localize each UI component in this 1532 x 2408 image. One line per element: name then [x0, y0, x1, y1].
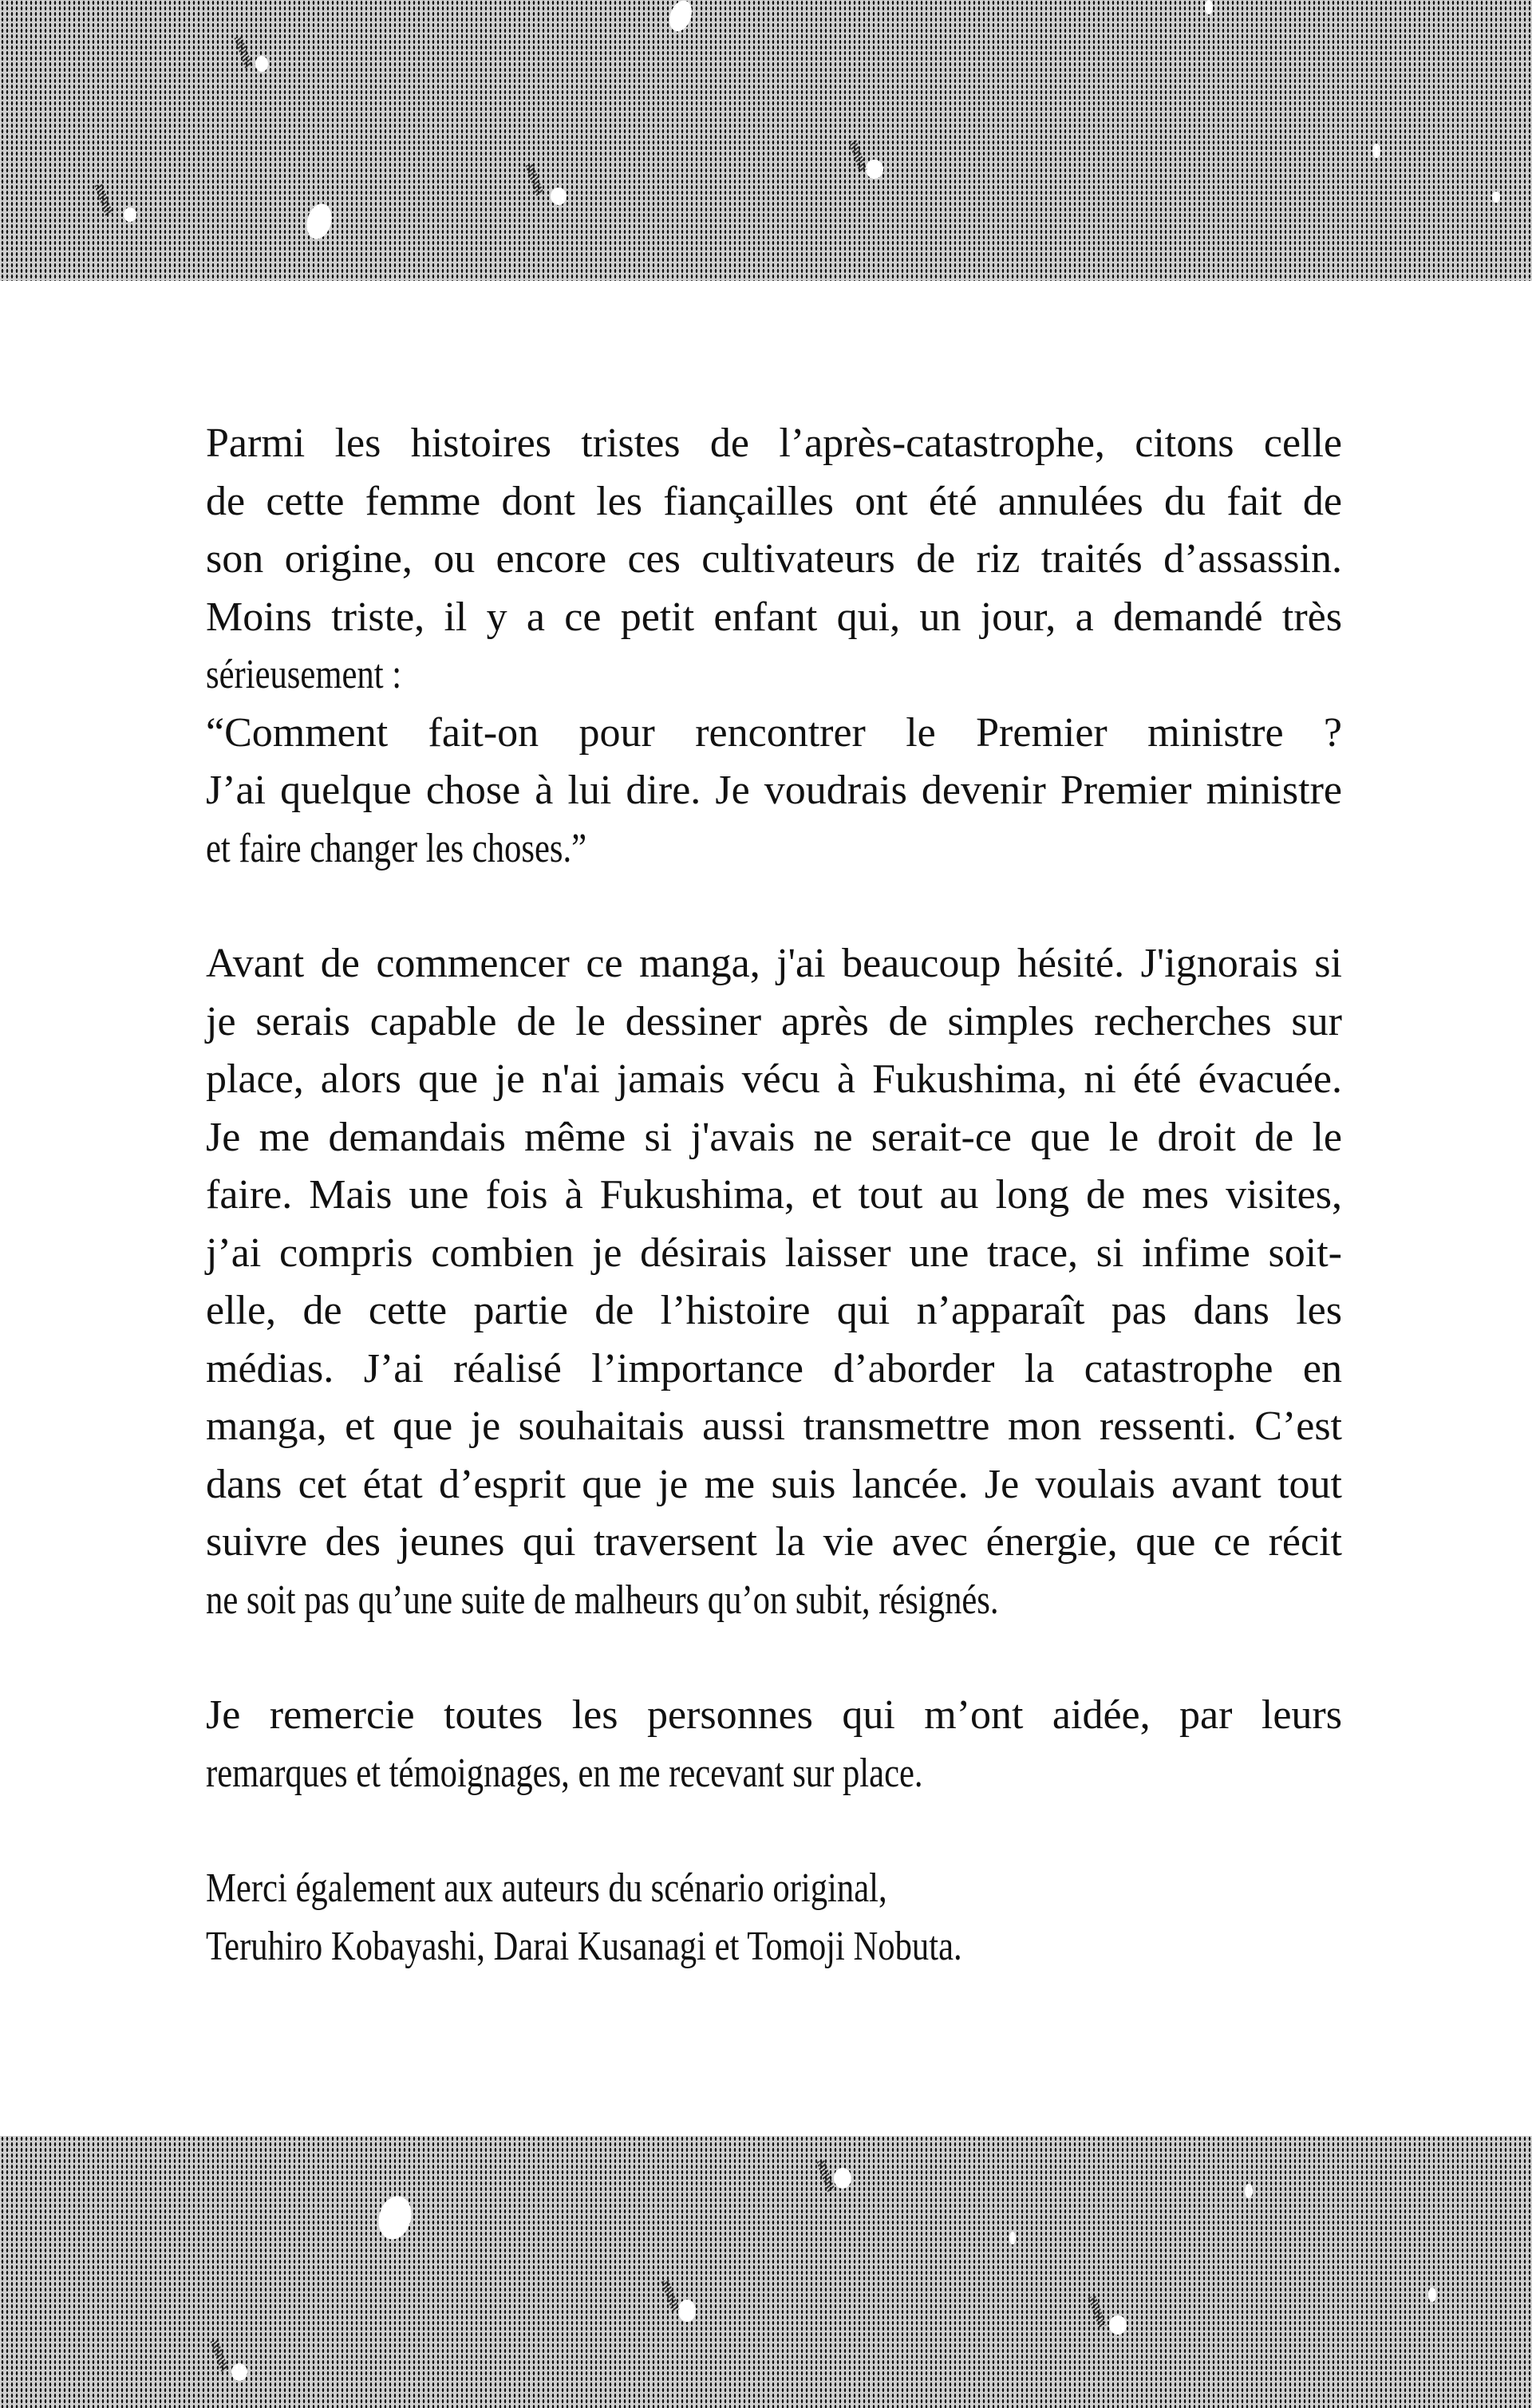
decorative-speck	[834, 2168, 851, 2189]
decorative-streak	[94, 183, 113, 215]
text-line: remarques et témoignages, en me recevant sur place.	[206, 1750, 923, 1796]
decorative-streak	[661, 2279, 679, 2311]
decorative-speck	[551, 188, 567, 205]
paragraph-3	[206, 1687, 1342, 1802]
top-screentone-band	[0, 0, 1532, 281]
text-line: faire. Mais une fois à Fukushima, et tout au long de mes visites,	[206, 1172, 1342, 1218]
decorative-streak	[210, 2339, 228, 2371]
text-line: Avant de commencer ce manga, j'ai beaucoup hésité. J'ignorais si	[206, 941, 1342, 986]
decorative-speck	[1109, 2315, 1127, 2335]
text-line: Moins triste, il y a ce petit enfant qui, un jour, a demandé très	[206, 594, 1342, 640]
decorative-speck	[1009, 2232, 1016, 2244]
text-line: Parmi les histoires tristes de l’après-catastrophe, citons celle	[206, 420, 1342, 466]
decorative-speck	[1245, 2184, 1253, 2198]
decorative-streak	[525, 163, 543, 195]
text-line: je serais capable de le dessiner après de simples recherches sur	[206, 998, 1342, 1044]
text-line: j’ai compris combien je désirais laisser une trace, si infime soit-	[206, 1230, 1342, 1276]
decorative-speck	[303, 201, 336, 242]
decorative-speck	[1492, 191, 1500, 203]
text-line: de cette femme dont les fiançailles ont été annulées du fait de	[206, 478, 1342, 524]
text-line: médias. J’ai réalisé l’importance d’aborder la catastrophe en	[206, 1345, 1342, 1392]
decorative-streak	[816, 2159, 835, 2192]
bottom-screentone-band	[0, 2136, 1532, 2408]
text-line: “Comment fait-on pour rencontrer le Premier ministre ?	[206, 709, 1342, 756]
decorative-speck	[374, 2193, 417, 2243]
paragraph-4	[206, 1860, 1342, 1976]
decorative-speck	[124, 207, 136, 222]
decorative-speck	[1428, 2288, 1436, 2302]
text-line: manga, et que je souhaitais aussi transmettre mon ressenti. C’est	[206, 1403, 1342, 1449]
text-line: et faire changer les choses.”	[206, 825, 587, 871]
decorative-streak	[1088, 2295, 1106, 2327]
paragraph-2	[206, 935, 1342, 1629]
text-line: sérieusement :	[206, 652, 402, 697]
decorative-streak	[234, 35, 252, 68]
text-line: Je me demandais même si j'avais ne serait-ce que le droit de le	[206, 1114, 1342, 1160]
decorative-speck	[231, 2363, 247, 2381]
decorative-streak	[848, 139, 867, 172]
decorative-speck	[866, 160, 883, 179]
afterword-text	[206, 415, 1342, 1976]
text-line: dans cet état d’esprit que je me suis lancée. Je voulais avant tout	[206, 1461, 1342, 1507]
text-line: elle, de cette partie de l’histoire qui n’apparaît pas dans les	[206, 1288, 1342, 1333]
paragraph-1	[206, 415, 1342, 878]
decorative-speck	[665, 0, 696, 34]
text-line: Teruhiro Kobayashi, Darai Kusanagi et Tomoji Nobuta.	[206, 1923, 962, 1969]
text-line: J’ai quelque chose à lui dire. Je voudrais devenir Premier ministre	[206, 768, 1342, 813]
decorative-speck	[255, 56, 268, 72]
text-line: ne soit pas qu’une suite de malheurs qu’on subit, résignés.	[206, 1577, 999, 1623]
decorative-speck	[1372, 144, 1380, 158]
text-line: son origine, ou encore ces cultivateurs de riz traités d’assassin.	[206, 536, 1342, 582]
decorative-speck	[1205, 0, 1213, 14]
text-line: Merci également aux auteurs du scénario original,	[206, 1865, 887, 1911]
text-line: place, alors que je n'ai jamais vécu à Fukushima, ni été évacuée.	[206, 1056, 1342, 1102]
text-line: Je remercie toutes les personnes qui m’ont aidée, par leurs	[206, 1692, 1342, 1738]
decorative-speck	[678, 2299, 696, 2322]
text-line: suivre des jeunes qui traversent la vie avec énergie, que ce récit	[206, 1519, 1342, 1565]
